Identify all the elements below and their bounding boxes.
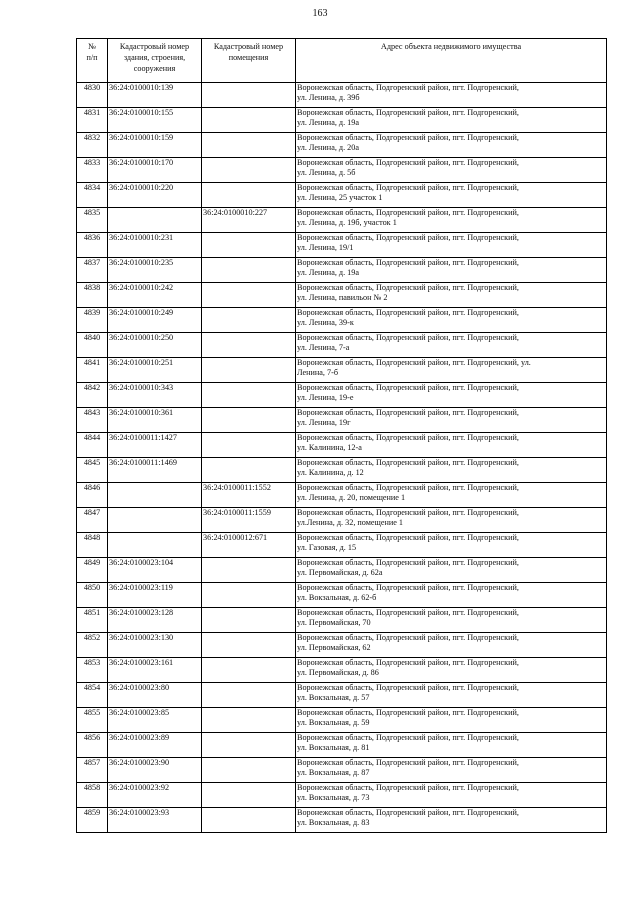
row-number: 4831 [77, 108, 108, 133]
building-cadastral-number: 36:24:0100010:155 [108, 108, 202, 133]
table-row [77, 658, 607, 683]
premises-cadastral-number [202, 308, 296, 333]
address-line-2: ул. Вокзальная, д. 57 [297, 693, 370, 702]
building-cadastral-number: 36:24:0100023:119 [108, 583, 202, 608]
premises-cadastral-number [202, 233, 296, 258]
premises-cadastral-number [202, 133, 296, 158]
row-number: 4846 [77, 483, 108, 508]
building-cadastral-number: 36:24:0100023:80 [108, 683, 202, 708]
table-row [77, 408, 607, 433]
premises-cadastral-number [202, 758, 296, 783]
address-line-1: Воронежская область, Подгоренский район, пгт. Подгоренский, [297, 333, 519, 342]
address-line-2: ул. Калинина, д. 12 [297, 468, 364, 477]
row-number: 4851 [77, 608, 108, 633]
row-number: 4840 [77, 333, 108, 358]
premises-cadastral-number: 36:24:0100011:1552 [202, 483, 296, 508]
premises-cadastral-number [202, 183, 296, 208]
address-line-2: ул.Ленина, д. 32, помещение 1 [297, 518, 404, 527]
address-line-1: Воронежская область, Подгоренский район, пгт. Подгоренский, [297, 233, 519, 242]
row-number: 4857 [77, 758, 108, 783]
building-cadastral-number [108, 508, 202, 533]
property-address [296, 683, 607, 708]
table-row [77, 433, 607, 458]
address-line-1: Воронежская область, Подгоренский район, пгт. Подгоренский, [297, 633, 519, 642]
premises-cadastral-number [202, 708, 296, 733]
header-building-cadastral: Кадастровый номер здания, строения, сооружения [108, 39, 202, 83]
address-line-2: ул. Вокзальная, д. 62-б [297, 593, 377, 602]
address-line-1: Воронежская область, Подгоренский район, пгт. Подгоренский, [297, 133, 519, 142]
address-line-1: Воронежская область, Подгоренский район, пгт. Подгоренский, [297, 158, 519, 167]
property-address [296, 508, 607, 533]
table-row [77, 183, 607, 208]
address-line-2: ул. Ленина, д. 5б [297, 168, 356, 177]
premises-cadastral-number [202, 783, 296, 808]
premises-cadastral-number: 36:24:0100011:1559 [202, 508, 296, 533]
address-line-2: ул. Ленина, 39-к [297, 318, 354, 327]
property-address [296, 583, 607, 608]
premises-cadastral-number [202, 258, 296, 283]
table-row [77, 208, 607, 233]
address-line-2: ул. Вокзальная, д. 81 [297, 743, 370, 752]
row-number: 4836 [77, 233, 108, 258]
row-number: 4830 [77, 83, 108, 108]
property-address [296, 458, 607, 483]
property-address [296, 308, 607, 333]
row-number: 4841 [77, 358, 108, 383]
premises-cadastral-number [202, 358, 296, 383]
address-line-2: ул. Вокзальная, д. 59 [297, 718, 370, 727]
premises-cadastral-number [202, 558, 296, 583]
address-line-1: Воронежская область, Подгоренский район, пгт. Подгоренский, [297, 533, 519, 542]
row-number: 4856 [77, 733, 108, 758]
building-cadastral-number: 36:24:0100023:90 [108, 758, 202, 783]
property-address [296, 333, 607, 358]
row-number: 4859 [77, 808, 108, 833]
address-line-2: ул. Ленина, д. 19а [297, 118, 359, 127]
address-line-2: ул. Вокзальная, д. 73 [297, 793, 370, 802]
table-row [77, 733, 607, 758]
building-cadastral-number: 36:24:0100010:235 [108, 258, 202, 283]
address-line-1: Воронежская область, Подгоренский район, пгт. Подгоренский, [297, 458, 519, 467]
address-line-2: ул. Ленина, д. 39б [297, 93, 360, 102]
building-cadastral-number: 36:24:0100023:85 [108, 708, 202, 733]
table-header-row [77, 39, 607, 83]
address-line-2: ул. Ленина, д. 20, помещение 1 [297, 493, 406, 502]
table-row [77, 158, 607, 183]
row-number: 4845 [77, 458, 108, 483]
premises-cadastral-number [202, 458, 296, 483]
property-address [296, 483, 607, 508]
property-address [296, 283, 607, 308]
property-address [296, 183, 607, 208]
table-row [77, 583, 607, 608]
address-line-1: Воронежская область, Подгоренский район, пгт. Подгоренский, [297, 783, 519, 792]
address-line-1: Воронежская область, Подгоренский район, пгт. Подгоренский, [297, 83, 519, 92]
premises-cadastral-number: 36:24:0100010:227 [202, 208, 296, 233]
address-line-1: Воронежская область, Подгоренский район, пгт. Подгоренский, [297, 508, 519, 517]
address-line-1: Воронежская область, Подгоренский район, пгт. Подгоренский, [297, 308, 519, 317]
property-address [296, 533, 607, 558]
address-line-2: ул. Ленина, 19/1 [297, 243, 354, 252]
row-number: 4839 [77, 308, 108, 333]
property-address [296, 208, 607, 233]
property-address [296, 708, 607, 733]
row-number: 4834 [77, 183, 108, 208]
row-number: 4850 [77, 583, 108, 608]
building-cadastral-number [108, 483, 202, 508]
address-line-2: ул. Ленина, 7-а [297, 343, 350, 352]
row-number: 4852 [77, 633, 108, 658]
premises-cadastral-number [202, 658, 296, 683]
address-line-1: Воронежская область, Подгоренский район, пгт. Подгоренский, [297, 433, 519, 442]
page-number: 163 [312, 8, 328, 19]
premises-cadastral-number [202, 83, 296, 108]
address-line-1: Воронежская область, Подгоренский район, пгт. Подгоренский, [297, 258, 519, 267]
address-line-1: Воронежская область, Подгоренский район, пгт. Подгоренский, [297, 758, 519, 767]
building-cadastral-number: 36:24:0100023:161 [108, 658, 202, 683]
premises-cadastral-number: 36:24:0100012:671 [202, 533, 296, 558]
table-row [77, 358, 607, 383]
row-number: 4848 [77, 533, 108, 558]
row-number: 4849 [77, 558, 108, 583]
table-row [77, 83, 607, 108]
building-cadastral-number: 36:24:0100010:159 [108, 133, 202, 158]
address-line-1: Воронежская область, Подгоренский район, пгт. Подгоренский, [297, 583, 519, 592]
building-cadastral-number: 36:24:0100010:361 [108, 408, 202, 433]
building-cadastral-number: 36:24:0100010:251 [108, 358, 202, 383]
address-line-1: Воронежская область, Подгоренский район, пгт. Подгоренский, [297, 208, 519, 217]
address-line-1: Воронежская область, Подгоренский район, пгт. Подгоренский, [297, 383, 519, 392]
row-number: 4835 [77, 208, 108, 233]
premises-cadastral-number [202, 383, 296, 408]
property-address [296, 433, 607, 458]
building-cadastral-number: 36:24:0100010:139 [108, 83, 202, 108]
premises-cadastral-number [202, 808, 296, 833]
address-line-1: Воронежская область, Подгоренский район, пгт. Подгоренский, [297, 708, 519, 717]
address-line-2: ул. Ленина, 25 участок 1 [297, 193, 383, 202]
building-cadastral-number: 36:24:0100010:242 [108, 283, 202, 308]
building-cadastral-number: 36:24:0100011:1469 [108, 458, 202, 483]
address-line-2: ул. Ленина, 19-е [297, 393, 354, 402]
building-cadastral-number: 36:24:0100023:93 [108, 808, 202, 833]
address-line-2: ул. Ленина, д. 19а [297, 268, 359, 277]
premises-cadastral-number [202, 608, 296, 633]
building-cadastral-number: 36:24:0100023:104 [108, 558, 202, 583]
building-cadastral-number: 36:24:0100023:130 [108, 633, 202, 658]
property-registry-table [76, 38, 607, 833]
header-premises-cadastral: Кадастровый номер помещения [202, 39, 296, 83]
address-line-1: Воронежская область, Подгоренский район, пгт. Подгоренский, [297, 283, 519, 292]
row-number: 4855 [77, 708, 108, 733]
address-line-2: ул. Ленина, д. 20а [297, 143, 359, 152]
property-address [296, 558, 607, 583]
address-line-2: ул. Газовая, д. 15 [297, 543, 357, 552]
property-address [296, 758, 607, 783]
property-address [296, 658, 607, 683]
table-row [77, 283, 607, 308]
table-row [77, 808, 607, 833]
building-cadastral-number: 36:24:0100010:220 [108, 183, 202, 208]
premises-cadastral-number [202, 433, 296, 458]
building-cadastral-number: 36:24:0100010:231 [108, 233, 202, 258]
address-line-2: ул. Вокзальная, д. 87 [297, 768, 370, 777]
address-line-1: Воронежская область, Подгоренский район, пгт. Подгоренский, [297, 683, 519, 692]
table-row [77, 333, 607, 358]
row-number: 4847 [77, 508, 108, 533]
address-line-1: Воронежская область, Подгоренский район, пгт. Подгоренский, [297, 408, 519, 417]
row-number: 4854 [77, 683, 108, 708]
address-line-2: ул. Первомайская, д. 86 [297, 668, 379, 677]
address-line-1: Воронежская область, Подгоренский район, пгт. Подгоренский, [297, 183, 519, 192]
address-line-2: ул. Калинина, 12-а [297, 443, 362, 452]
property-address [296, 608, 607, 633]
table-row [77, 233, 607, 258]
row-number: 4832 [77, 133, 108, 158]
row-number: 4853 [77, 658, 108, 683]
table-row [77, 633, 607, 658]
row-number: 4833 [77, 158, 108, 183]
address-line-2: ул. Первомайская, д. 62а [297, 568, 383, 577]
property-address [296, 633, 607, 658]
table-row [77, 608, 607, 633]
premises-cadastral-number [202, 283, 296, 308]
address-line-2: ул. Вокзальная, д. 83 [297, 818, 370, 827]
address-line-1: Воронежская область, Подгоренский район, пгт. Подгоренский, [297, 108, 519, 117]
table-row [77, 508, 607, 533]
address-line-1: Воронежская область, Подгоренский район, пгт. Подгоренский, [297, 608, 519, 617]
premises-cadastral-number [202, 408, 296, 433]
building-cadastral-number: 36:24:0100010:249 [108, 308, 202, 333]
property-address [296, 133, 607, 158]
address-line-1: Воронежская область, Подгоренский район, пгт. Подгоренский, [297, 733, 519, 742]
address-line-2: ул. Ленина, павильон № 2 [297, 293, 388, 302]
table-row [77, 783, 607, 808]
table-row [77, 483, 607, 508]
property-address [296, 158, 607, 183]
row-number: 4837 [77, 258, 108, 283]
premises-cadastral-number [202, 333, 296, 358]
row-number: 4858 [77, 783, 108, 808]
building-cadastral-number: 36:24:0100010:170 [108, 158, 202, 183]
premises-cadastral-number [202, 158, 296, 183]
row-number: 4842 [77, 383, 108, 408]
premises-cadastral-number [202, 108, 296, 133]
property-address [296, 83, 607, 108]
address-line-1: Воронежская область, Подгоренский район, пгт. Подгоренский, ул. [297, 358, 531, 367]
building-cadastral-number: 36:24:0100023:89 [108, 733, 202, 758]
table-row [77, 758, 607, 783]
property-address [296, 408, 607, 433]
property-address [296, 358, 607, 383]
table-body [77, 83, 607, 833]
address-line-1: Воронежская область, Подгоренский район, пгт. Подгоренский, [297, 558, 519, 567]
building-cadastral-number [108, 533, 202, 558]
table-row [77, 558, 607, 583]
building-cadastral-number: 36:24:0100023:92 [108, 783, 202, 808]
table-row [77, 683, 607, 708]
address-line-1: Воронежская область, Подгоренский район, пгт. Подгоренский, [297, 483, 519, 492]
building-cadastral-number: 36:24:0100010:343 [108, 383, 202, 408]
table-row [77, 708, 607, 733]
table-row [77, 458, 607, 483]
address-line-2: Ленина, 7-б [297, 368, 338, 377]
row-number: 4838 [77, 283, 108, 308]
property-address [296, 733, 607, 758]
building-cadastral-number: 36:24:0100011:1427 [108, 433, 202, 458]
address-line-1: Воронежская область, Подгоренский район, пгт. Подгоренский, [297, 658, 519, 667]
table-row [77, 533, 607, 558]
address-line-1: Воронежская область, Подгоренский район, пгт. Подгоренский, [297, 808, 519, 817]
property-address [296, 108, 607, 133]
property-address [296, 383, 607, 408]
premises-cadastral-number [202, 683, 296, 708]
table-row [77, 133, 607, 158]
property-address [296, 808, 607, 833]
address-line-2: ул. Ленина, д. 19б, участок 1 [297, 218, 397, 227]
row-number: 4844 [77, 433, 108, 458]
header-number: № п/п [77, 39, 108, 83]
premises-cadastral-number [202, 733, 296, 758]
row-number: 4843 [77, 408, 108, 433]
table-row [77, 258, 607, 283]
address-line-2: ул. Первомайская, 62 [297, 643, 371, 652]
building-cadastral-number: 36:24:0100023:128 [108, 608, 202, 633]
premises-cadastral-number [202, 633, 296, 658]
header-address: Адрес объекта недвижимого имущества [296, 39, 607, 83]
table-row [77, 308, 607, 333]
property-address [296, 233, 607, 258]
building-cadastral-number: 36:24:0100010:250 [108, 333, 202, 358]
premises-cadastral-number [202, 583, 296, 608]
property-address [296, 258, 607, 283]
building-cadastral-number [108, 208, 202, 233]
address-line-2: ул. Ленина, 19г [297, 418, 351, 427]
table-row [77, 108, 607, 133]
address-line-2: ул. Первомайская, 70 [297, 618, 371, 627]
property-address [296, 783, 607, 808]
table-row [77, 383, 607, 408]
